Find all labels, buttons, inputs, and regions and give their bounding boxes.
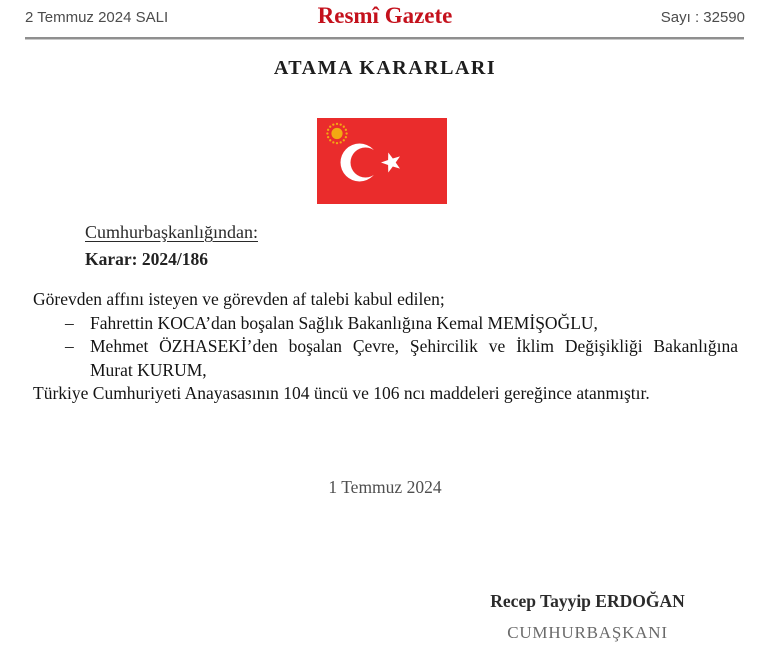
list-item-text-continued: Murat KURUM, bbox=[90, 359, 207, 380]
list-item bbox=[33, 312, 738, 336]
signature-name: Recep Tayyip ERDOĞAN bbox=[490, 591, 685, 611]
header-divider bbox=[25, 37, 744, 40]
issue-number: Sayı : 32590 bbox=[660, 9, 745, 26]
bullet-dash: – bbox=[65, 336, 74, 357]
decree-body bbox=[33, 288, 738, 406]
list-item-text: Fahrettin KOCA’dan boşalan Sağlık Bakanlığına Kemal MEMİŞOĞLU, bbox=[90, 312, 598, 333]
document-title: ATAMA KARARLARI bbox=[273, 57, 497, 79]
decision-number: Karar: 2024/186 bbox=[85, 249, 208, 269]
list-item bbox=[33, 335, 738, 382]
bullet-dash: – bbox=[65, 312, 74, 333]
list-item-text: Mehmet ÖZHASEKİ’den boşalan Çevre, Şehircilik ve İklim Değişikliği Bakanlığına bbox=[90, 336, 738, 357]
flag-svg bbox=[317, 118, 447, 204]
section-heading: Cumhurbaşkanlığından: bbox=[85, 222, 258, 242]
turkish-presidential-flag-icon bbox=[317, 118, 447, 204]
header-date: 2 Temmuz 2024 SALI bbox=[25, 9, 169, 26]
signature-block bbox=[430, 591, 745, 643]
closing-text: Türkiye Cumhuriyeti Anayasasının 104 üncü ve 106 ncı maddeleri gereğince atanmıştır. bbox=[33, 383, 650, 404]
signature-title: CUMHURBAŞKANI bbox=[507, 623, 668, 642]
intro-text: Görevden affını isteyen ve görevden af talebi kabul edilen; bbox=[33, 289, 445, 309]
decree-date: 1 Temmuz 2024 bbox=[328, 477, 442, 497]
gazette-title: Resmî Gazete bbox=[317, 3, 453, 28]
